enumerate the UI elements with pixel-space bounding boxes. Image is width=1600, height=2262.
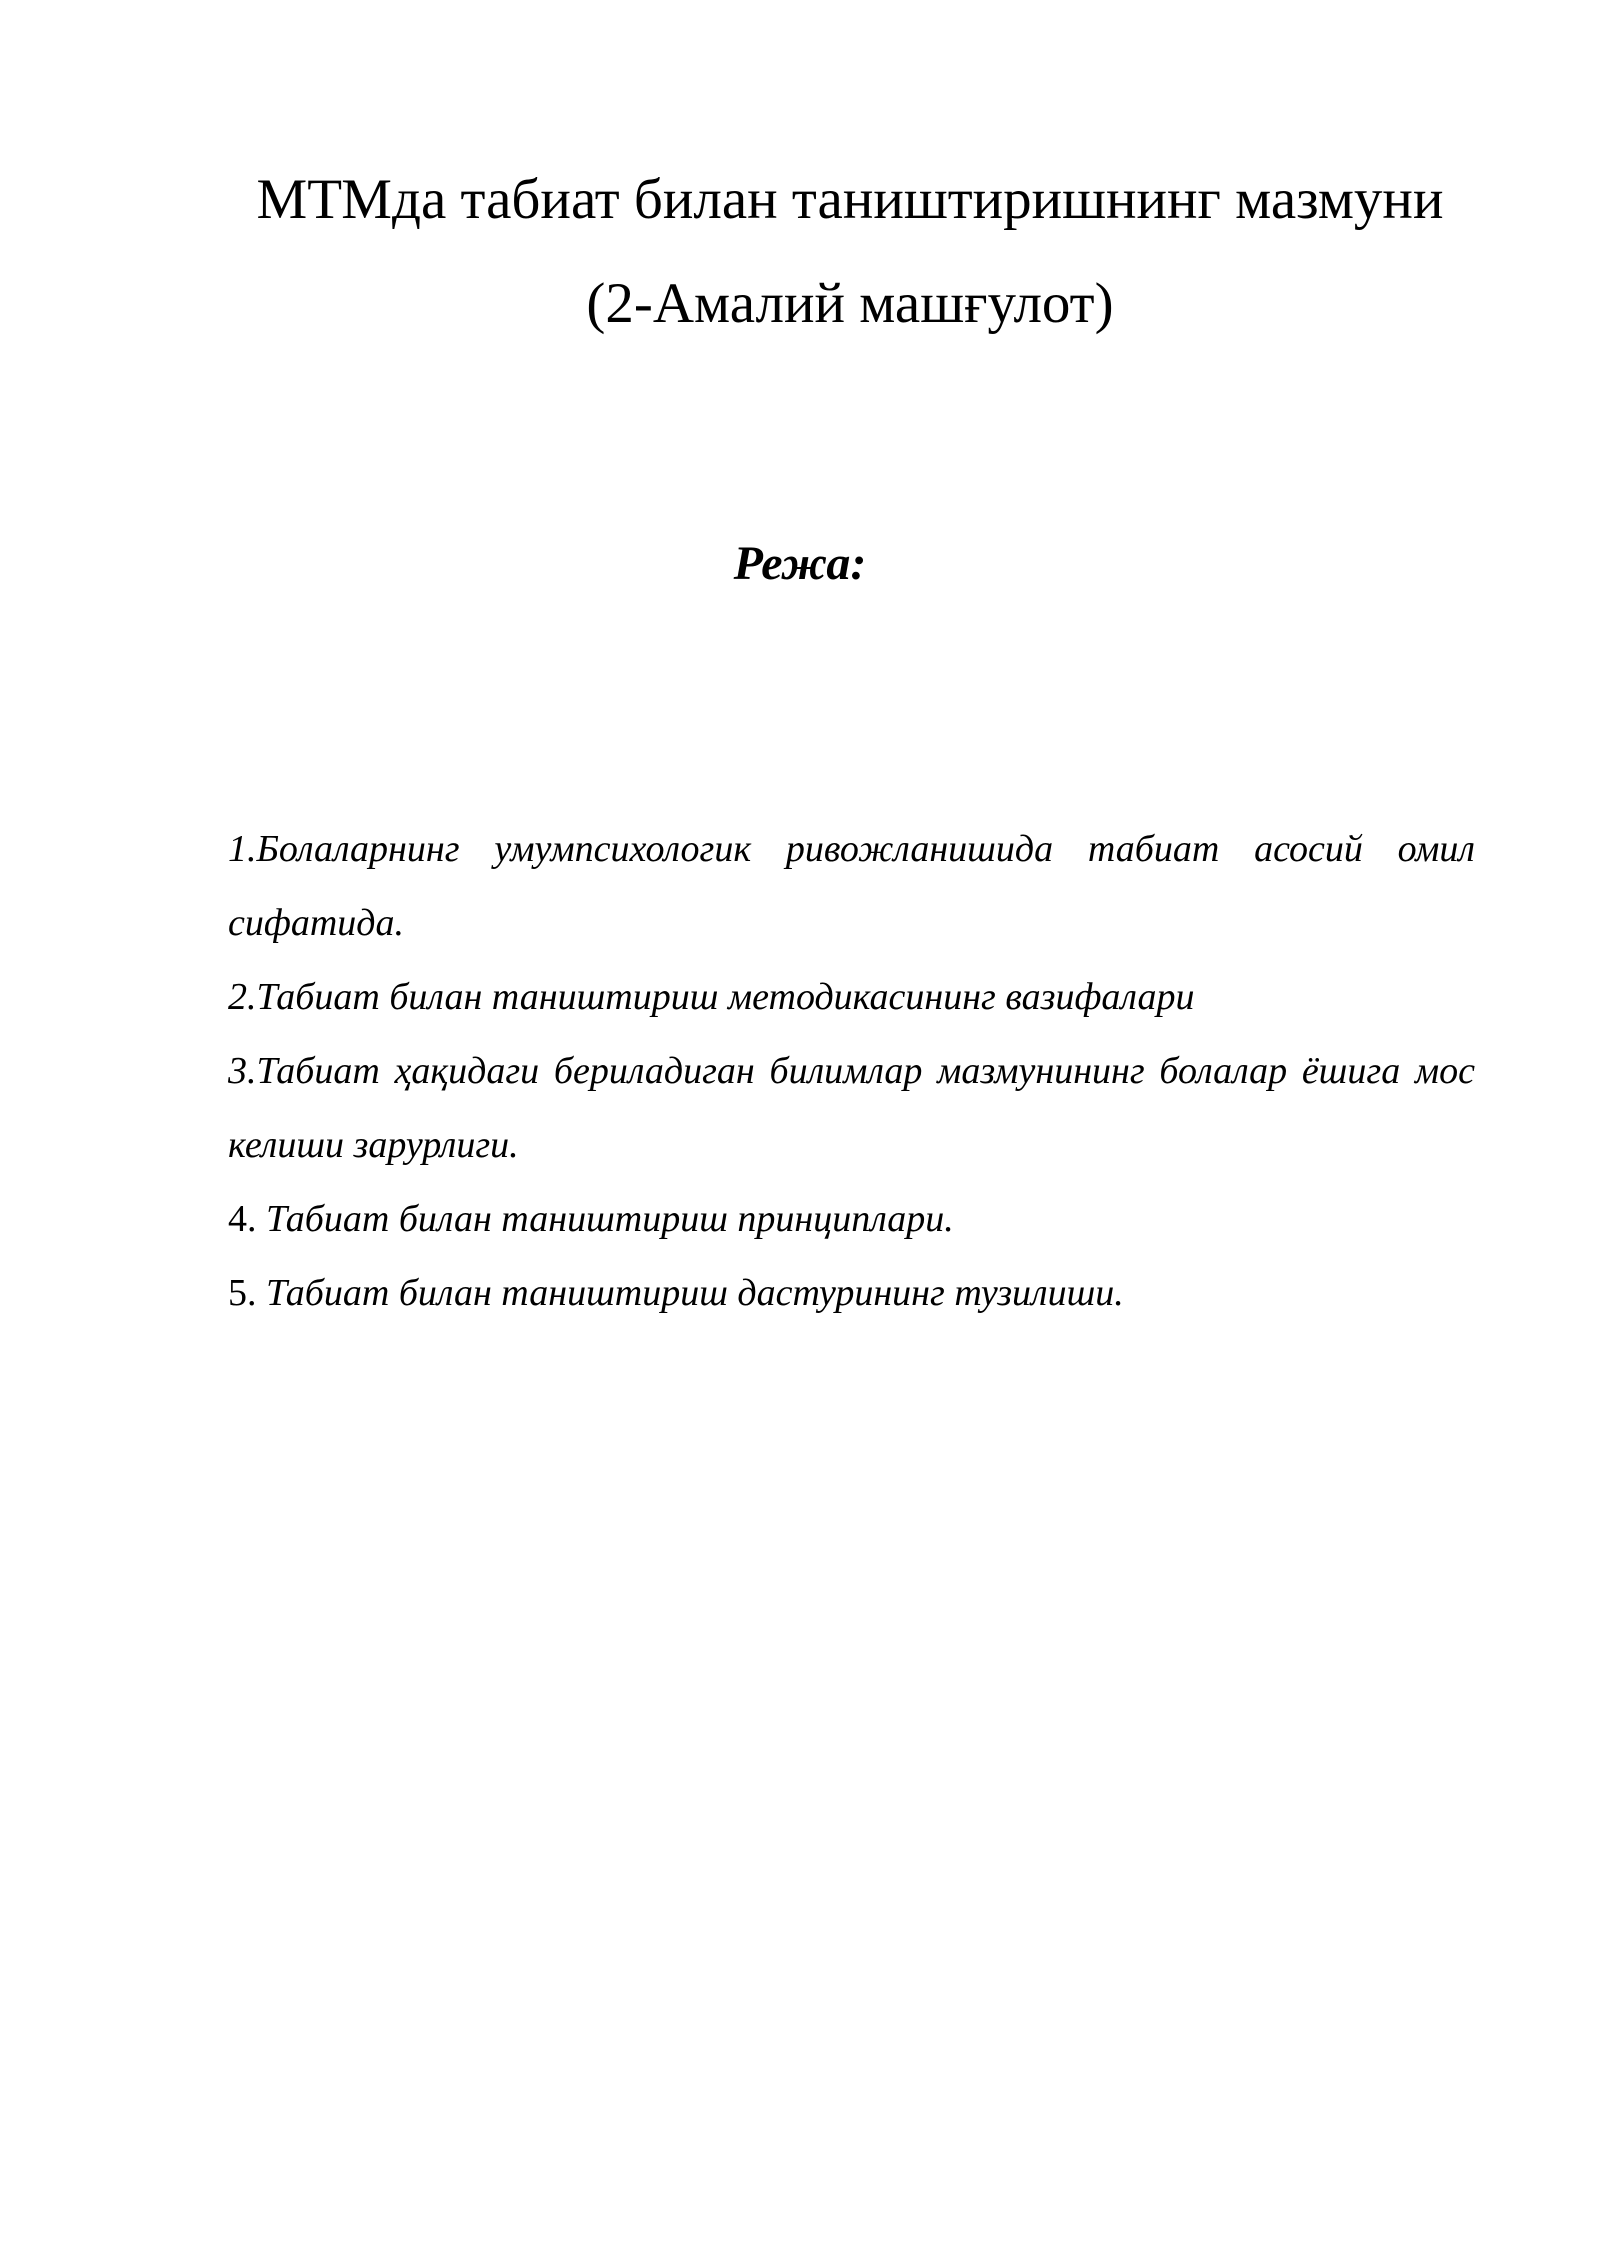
- title-line-1: МТМда табиат билан таништиришнинг мазмуни: [256, 168, 1444, 231]
- plan-item-number: 4.: [228, 1198, 257, 1240]
- plan-item-number: 1.: [228, 828, 257, 870]
- title-line-2: (2-Амалий машғулот): [586, 272, 1114, 335]
- plan-item-text: Табиат ҳақидаги бериладиган билимлар мазмунининг болалар ёшига мос келиши зарурлиги.: [228, 1050, 1475, 1166]
- plan-item-3: [228, 1034, 1475, 1182]
- plan-list: [228, 812, 1475, 1330]
- plan-item-number: 3.: [228, 1050, 257, 1092]
- plan-item-2: [228, 960, 1475, 1034]
- plan-item-number: 5.: [228, 1272, 257, 1314]
- plan-item-number: 2.: [228, 976, 257, 1018]
- plan-item-1: [228, 812, 1475, 960]
- plan-heading: Режа:: [733, 537, 867, 590]
- plan-item-text: Болаларнинг умумпсихологик ривожланишида табиат асосий омил сифатида.: [228, 828, 1475, 944]
- plan-item-4: [228, 1182, 1475, 1256]
- plan-item-text: Табиат билан таништириш методикасининг вазифалари: [256, 976, 1195, 1018]
- plan-item-text: Табиат билан таништириш дастурининг тузилиши.: [256, 1272, 1124, 1314]
- document-title: [225, 148, 1475, 356]
- plan-item-5: [228, 1256, 1475, 1330]
- plan-item-text: Табиат билан таништириш принциплари.: [256, 1198, 954, 1240]
